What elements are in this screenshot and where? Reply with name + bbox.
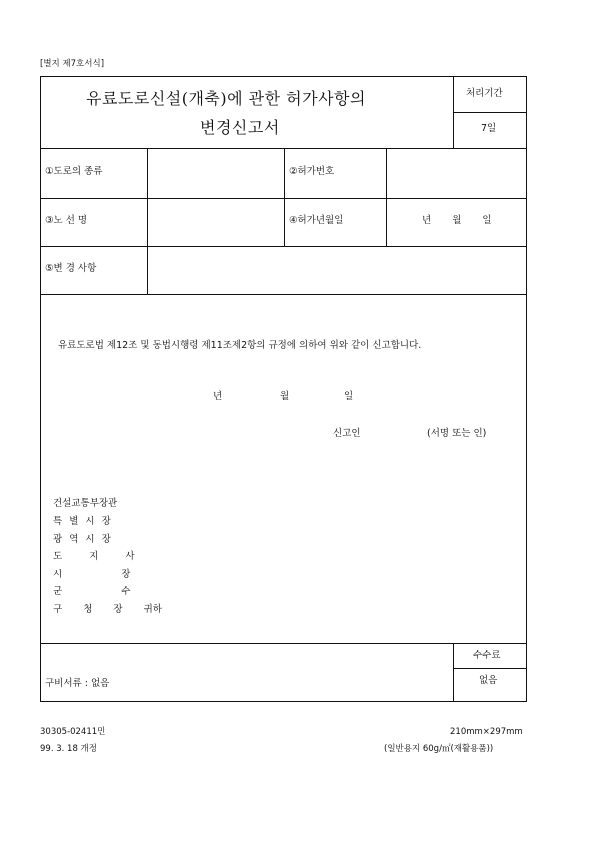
- recipient-special-city: 특 별 시 장: [53, 516, 111, 527]
- recipient-district: 구 청 장 귀하: [53, 604, 162, 615]
- divider: [40, 294, 527, 295]
- permit-number-field[interactable]: [389, 150, 525, 196]
- road-type-label: ①도로의 종류: [45, 166, 103, 177]
- fee-value: 없음: [479, 675, 498, 686]
- form-code: 30305-02411민: [40, 727, 106, 737]
- change-items-label: ⑤변 경 사항: [45, 263, 97, 274]
- permit-date-field[interactable]: 년 월 일: [422, 215, 492, 226]
- form-number: [별지 제7호서식]: [40, 59, 105, 69]
- divider: [453, 76, 454, 148]
- attachments-text: 구비서류 : 없음: [45, 678, 110, 689]
- divider: [453, 668, 527, 669]
- report-day: 일: [344, 391, 354, 402]
- signature-label: (서명 또는 인): [427, 428, 487, 439]
- route-name-field[interactable]: [150, 200, 282, 244]
- divider: [386, 148, 387, 246]
- recipient-province: 도 지 사: [53, 551, 135, 562]
- recipient-metro-city: 광 역 시 장: [53, 534, 111, 545]
- fee-label: 수수료: [473, 650, 501, 661]
- form-title-line1: 유료도로신설(개축)에 관한 허가사항의: [86, 89, 366, 108]
- road-type-field[interactable]: [150, 150, 282, 196]
- route-name-label: ③노 선 명: [45, 215, 88, 226]
- processing-period-label: 처리기간: [466, 88, 503, 99]
- divider: [40, 246, 527, 247]
- reporter-label: 신고인: [333, 428, 361, 439]
- divider: [453, 643, 454, 702]
- processing-period-value: 7일: [481, 123, 497, 134]
- permit-date-label: ④허가년월일: [289, 215, 344, 226]
- recipient-county: 군 수: [53, 586, 131, 597]
- recipient-minister: 건설교통부장관: [53, 498, 118, 509]
- divider: [284, 148, 285, 246]
- paper-size: 210mm×297mm: [450, 727, 523, 737]
- statement-text: 유료도로법 제12조 및 동법시행령 제11조제2항의 규정에 의하여 위와 같이 신고합니다.: [58, 340, 422, 351]
- change-items-field[interactable]: [150, 248, 525, 292]
- report-month: 월: [280, 391, 290, 402]
- paper-spec: (일반용지 60g/㎡(재활용품)): [384, 744, 494, 754]
- form-title-line2: 변경신고서: [200, 118, 280, 137]
- permit-number-label: ②허가번호: [289, 166, 335, 177]
- divider: [453, 112, 527, 113]
- recipient-city: 시 장: [53, 569, 131, 580]
- report-year: 년: [213, 391, 223, 402]
- revision-date: 99. 3. 18 개정: [40, 744, 97, 754]
- divider: [147, 148, 148, 294]
